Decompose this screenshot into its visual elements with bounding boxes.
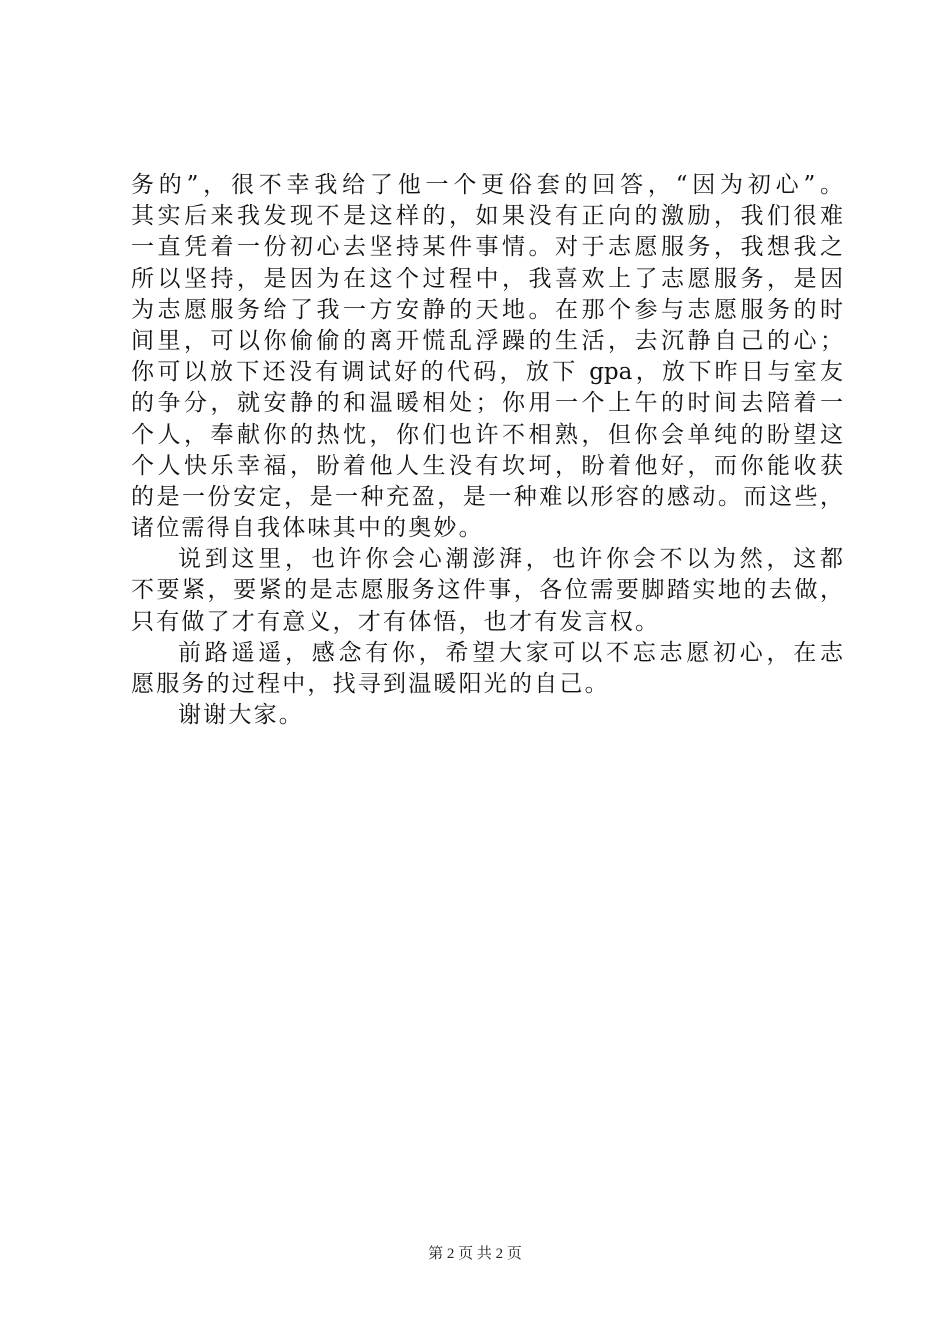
paragraph-line: 务的”，很不幸我给了他一个更俗套的回答，“因为初心”。 [131,172,843,198]
paragraph-line: 为志愿服务给了我一方安静的天地。在那个参与志愿服务的时 [131,296,843,323]
paragraph-first-line: 前路遥遥，感念有你，希望大家可以不忘志愿初心，在志 [178,639,843,666]
paragraph-line: 一直凭着一份初心去坚持某件事情。对于志愿服务，我想我之 [131,234,843,261]
page-number-footer: 第 2 页 共 2 页 [428,1246,522,1262]
closing-line: 谢谢大家。 [178,702,304,729]
paragraph-line: 所以坚持，是因为在这个过程中，我喜欢上了志愿服务，是因 [131,265,843,292]
paragraph-line: 其实后来我发现不是这样的，如果没有正向的激励，我们很难 [131,203,843,230]
paragraph-line: 的争分，就安静的和温暖相处；你用一个上午的时间去陪着一 [131,390,843,417]
paragraph-line: 间里，可以你偷偷的离开慌乱浮躁的生活，去沉静自己的心； [131,327,843,354]
paragraph-line: 个人快乐幸福，盼着他人生没有坎坷，盼着他好，而你能收获 [131,452,843,479]
paragraph-line: 只有做了才有意义，才有体悟，也才有发言权。 [131,608,661,635]
paragraph-line: 不要紧，要紧的是志愿服务这件事，各位需要脚踏实地的去做， [131,577,843,604]
speech-body [131,170,843,731]
paragraph-line: 你可以放下还没有调试好的代码，放下 gpa，放下昨日与室友 [131,359,843,386]
paragraph-line: 的是一份安定，是一种充盈，是一种难以形容的感动。而这些， [131,483,843,510]
paragraph-line: 个人，奉献你的热忱，你们也许不相熟，但你会单纯的盼望这 [131,421,843,448]
paragraph-line: 诸位需得自我体味其中的奥妙。 [131,515,484,542]
paragraph-first-line: 说到这里，也许你会心潮澎湃，也许你会不以为然，这都 [178,546,843,573]
paragraph-line: 愿服务的过程中，找寻到温暖阳光的自己。 [131,671,610,697]
